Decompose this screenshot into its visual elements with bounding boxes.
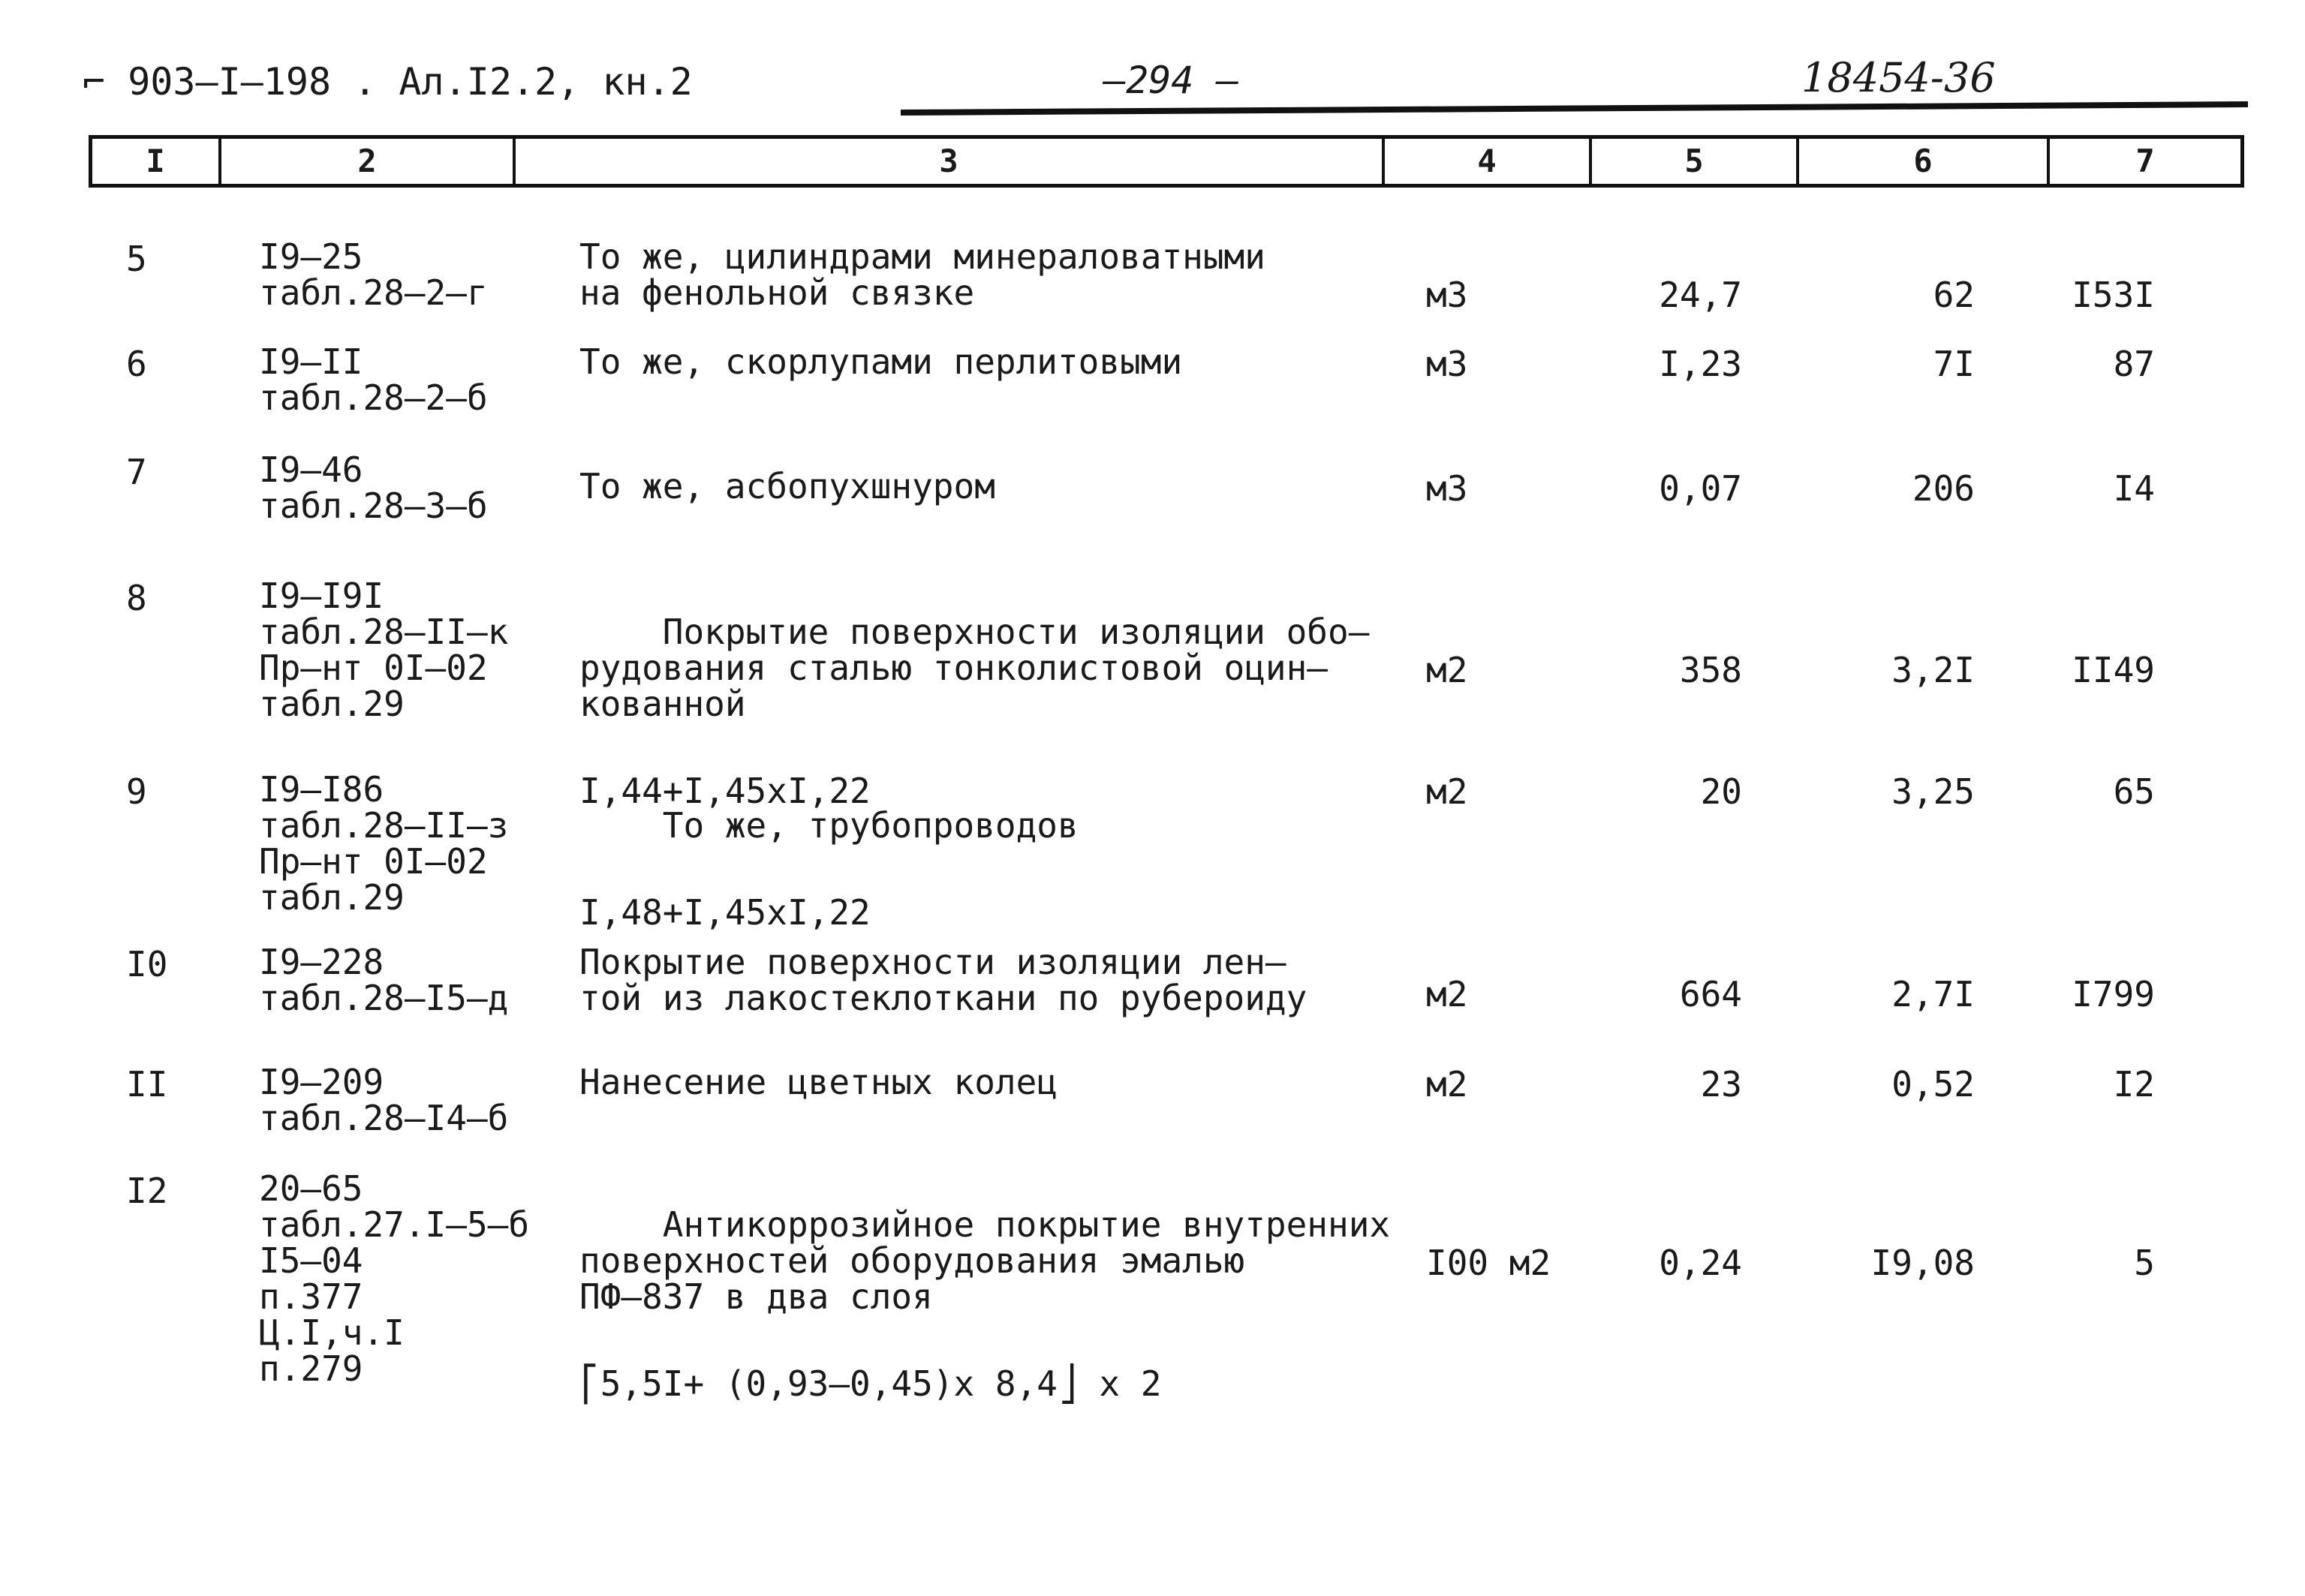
calculation-formula: I,48+I,45хI,22 — [579, 892, 871, 933]
norm-code: I9–I9I табл.28–II–к Пр–нт 0I–02 табл.29 — [259, 576, 509, 724]
row-number: 6 — [126, 344, 147, 384]
description-text: Покрытие поверхности изоляции обо– рудования сталью тонколистовой оцин– кованной — [579, 612, 1370, 724]
norm-code: 20–65 табл.27.I–5–б I5–04 п.377 Ц.I,ч.I п.279 — [259, 1168, 530, 1389]
document-code: ⌐ 903–I–198 . Ал.I2.2, кн.2 — [83, 60, 693, 104]
column-header: 5 — [1592, 139, 1799, 184]
column-header: 6 — [1799, 139, 2050, 184]
work-description: То же, цилиндрами минераловатными на фенольной связке — [579, 236, 1265, 313]
total-cost: I4 — [2113, 468, 2155, 509]
total-cost: I53I — [2072, 275, 2155, 315]
total-cost: 65 — [2113, 771, 2155, 812]
calculation-formula: ⎡5,5I+ (0,93–0,45)х 8,4⎦ х 2 — [579, 1363, 1162, 1404]
page-number: —294 — — [1103, 59, 1239, 102]
archive-number: 18454-36 — [1801, 54, 1996, 101]
unit-price: 0,52 — [1891, 1064, 1975, 1105]
total-cost: II49 — [2072, 650, 2155, 690]
row-number: II — [126, 1064, 168, 1105]
quantity: 20 — [1700, 771, 1742, 812]
header-rule — [901, 101, 2248, 116]
description-text: Антикоррозийное покрытие внутренних поверхностей оборудования эмалью ПФ–837 в два слоя — [579, 1204, 1391, 1317]
work-description: Покрытие поверхности изоляции лен– той из лакостеклоткани по рубероиду — [579, 942, 1307, 1018]
quantity: 0,07 — [1659, 468, 1742, 509]
work-description: То же, асбопухшнуром — [579, 466, 995, 506]
total-cost: I2 — [2113, 1064, 2155, 1105]
row-number: 5 — [126, 239, 147, 279]
unit-price: 62 — [1933, 275, 1975, 315]
unit: м2 — [1426, 974, 1468, 1014]
total-cost: 87 — [2113, 344, 2155, 384]
unit: м3 — [1426, 468, 1468, 509]
unit: м3 — [1426, 275, 1468, 315]
description-text: То же, трубопроводов — [662, 805, 1079, 846]
unit-price: 7I — [1933, 344, 1975, 384]
unit-price: 3,25 — [1891, 771, 1975, 812]
norm-code: I9–25 табл.28–2–г — [259, 236, 488, 313]
work-description: Нанесение цветных колец — [579, 1062, 1058, 1102]
quantity: 0,24 — [1659, 1243, 1742, 1283]
quantity: 24,7 — [1659, 275, 1742, 315]
total-cost: I799 — [2072, 974, 2155, 1014]
norm-code: I9–II табл.28–2–б — [259, 341, 488, 418]
unit: I00 м2 — [1426, 1243, 1551, 1283]
column-header: 3 — [516, 139, 1385, 184]
quantity: 23 — [1700, 1064, 1742, 1105]
row-number: 8 — [126, 578, 147, 618]
unit-price: 3,2I — [1891, 650, 1975, 690]
calculation-formula: I,44+I,45хI,22 — [579, 771, 871, 811]
work-description: То же, скорлупами перлитовыми — [579, 341, 1183, 382]
unit-price: I9,08 — [1870, 1243, 1975, 1283]
norm-code: I9–209 табл.28–I4–б — [259, 1062, 509, 1138]
quantity: I,23 — [1659, 344, 1742, 384]
row-number: 9 — [126, 771, 147, 812]
total-cost: 5 — [2134, 1243, 2155, 1283]
column-header-row — [89, 135, 2244, 188]
norm-code: I9–46 табл.28–3–б — [259, 449, 488, 526]
unit-price: 206 — [1912, 468, 1975, 509]
unit-price: 2,7I — [1891, 974, 1975, 1014]
row-number: 7 — [126, 452, 147, 492]
column-header: 4 — [1385, 139, 1592, 184]
unit: м2 — [1426, 771, 1468, 812]
quantity: 358 — [1679, 650, 1742, 690]
norm-code: I9–228 табл.28–I5–д — [259, 942, 509, 1018]
row-number: I0 — [126, 944, 168, 984]
unit: м2 — [1426, 1064, 1468, 1105]
unit: м3 — [1426, 344, 1468, 384]
norm-code: I9–I86 табл.28–II–з Пр–нт 0I–02 табл.29 — [259, 769, 509, 918]
column-header: I — [92, 139, 221, 184]
unit: м2 — [1426, 650, 1468, 690]
quantity: 664 — [1679, 974, 1742, 1014]
column-header: 7 — [2135, 143, 2155, 179]
work-description — [579, 1171, 1390, 1474]
column-header: 2 — [221, 139, 516, 184]
row-number: I2 — [126, 1171, 168, 1211]
